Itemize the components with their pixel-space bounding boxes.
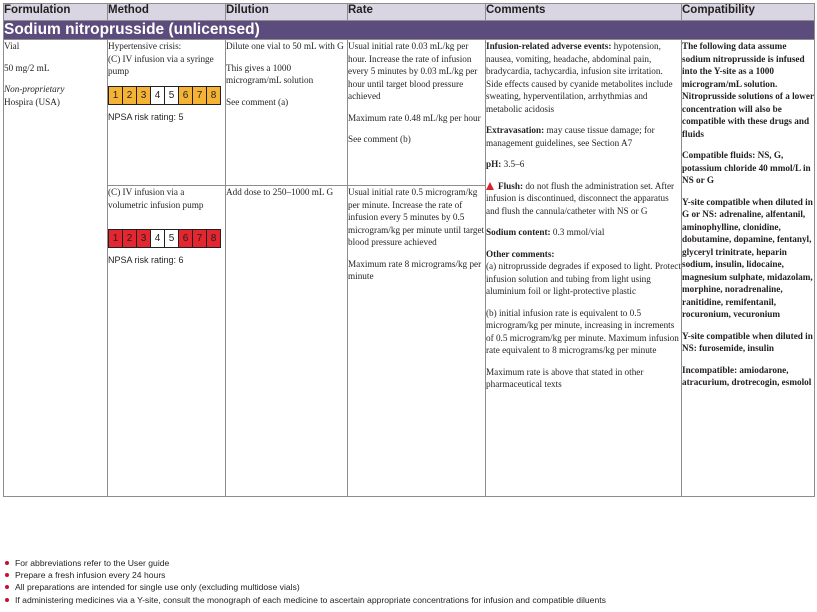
rate1-p3: See comment (b) [348,134,411,144]
warning-icon [486,182,494,190]
npsa-label-1: NPSA risk rating: 5 [108,111,184,122]
other-comment-a: (a) nitroprusside degrades if exposed to light. Protect infusion solution and tubing from light using aluminium foil or light-protective plastic [486,261,681,296]
footnotes [4,557,606,606]
ysite-g-ns-text: adrenaline, alfentanil, aminophylline, clonidine, dobutamine, dopamine, fentanyl, glyceryl trinitrate, heparin sodium, insulin, lidocaine, magnesium sulphate, midazolam, morphine, noradrenaline, ranitidine, remifentanil, rocuronium, vecuronium [682,209,813,319]
ysite-g-ns-label: Y-site compatible when diluted in G or NS: [682,196,813,219]
bullet-icon [5,585,9,589]
extravasation-label: Extravasation: [486,125,545,135]
incompatible-label: Incompatible: [682,364,738,375]
formulation-vial: Vial [4,41,20,51]
other-comment-b: (b) initial infusion rate is equivalent to 0.5 microgram/kg per minute, increasing in increments of 0.5 microgram/kg per minute. Maximum infusion rate equivalent to 8 micrograms/kg per minute [486,307,679,355]
dilution-volumetric-cell [226,186,348,497]
flush-label: Flush: [498,180,524,191]
compatibility-cell [682,40,815,497]
method1-text: (C) IV infusion via a syringe pump [108,53,214,76]
header-rate: Rate [348,4,486,21]
monograph-page [3,3,814,497]
npsa1-cell: 4 [151,87,165,104]
ysite-ns-text: furosemide, insulin [699,343,774,353]
other-comments-label: Other comments: [486,248,555,259]
method1-heading: Hypertensive crisis: [108,41,182,51]
footnote-text: If administering medicines via a Y-site, consult the monograph of each medicine to ascertain appropriate concentrations for infusion and compatible diluents [15,594,606,605]
monograph-table [3,3,815,497]
rate1-p2: Maximum rate 0.48 mL/kg per hour [348,112,481,123]
npsa-rating-bar-2 [108,229,221,248]
drug-title: Sodium nitroprusside (unlicensed) [4,21,815,40]
bullet-icon [5,561,9,565]
rate1-p1: Usual initial rate 0.03 mL/kg per hour. Increase the rate of infusion every 5 minutes by 0.03 mL/kg per hour until target blood pressure achieved [348,41,478,101]
ysite-ns-label: Y-site compatible when diluted in NS: [682,330,813,353]
comments-cell [486,40,682,497]
title-row [4,21,815,40]
compat-fluids-text: NS, G, potassium chloride 40 mmol/L in NS or G [682,150,811,185]
npsa1-cell: 6 [179,87,193,104]
method-syringe-cell [108,40,226,186]
ph-label: pH: [486,159,502,169]
npsa2-cell: 3 [137,230,151,247]
npsa-rating-bar-1 [108,86,221,105]
adverse-label: Infusion-related adverse events: [486,41,612,51]
footnote [4,569,606,581]
npsa2-cell: 1 [109,230,123,247]
footnote [4,557,606,569]
formulation-manufacturer: Hospira (USA) [4,96,60,107]
rate-syringe-cell [348,40,486,186]
header-row [4,4,815,21]
flush-text: do not flush the administration set. After infusion is discontinued, disconnect the apparatus and flush the cannula/catheter with NS or G [486,180,675,216]
npsa2-cell: 5 [165,230,179,247]
npsa2-cell: 2 [123,230,137,247]
npsa1-cell: 8 [207,87,220,104]
formulation-strength: 50 mg/2 mL [4,62,50,73]
incompatible-text: amiodarone, atracurium, drotrecogin, esmolol [682,364,812,387]
rate-volumetric-cell [348,186,486,497]
footnote-text: All preparations are intended for single use only (excluding multidose vials) [15,582,300,593]
formulation-cell [4,40,108,497]
method2-text: (C) IV infusion via a volumetric infusion pump [108,187,204,210]
rate2-p1: Usual initial rate 0.5 microgram/kg per minute. Increase the rate of infusion every 5 minutes by 0.5 microgram/kg per minute until target blood pressure achieved [348,187,485,247]
footnote-text: For abbreviations refer to the User guide [15,558,170,568]
npsa1-cell: 1 [109,87,123,104]
compat-intro: The following data assume sodium nitroprusside is infused into the Y-site as a 1000 microgram/mL solution. Nitroprusside solutions of a lower concentration will also be compatible with these drugs and fluids [682,41,814,139]
dilution-syringe-cell [226,40,348,186]
header-comments: Comments [486,4,682,21]
npsa2-cell: 7 [193,230,207,247]
rate2-p2: Maximum rate 8 micrograms/kg per minute [348,258,482,281]
npsa-label-2: NPSA risk rating: 6 [108,255,184,265]
dilution1-line1: Dilute one vial to 50 mL with G [226,41,344,51]
dilution2-line1: Add dose to 250–1000 mL G [226,187,334,197]
bullet-icon [5,573,9,577]
sodium-value: 0.3 mmol/vial [552,227,605,237]
npsa1-cell: 3 [137,87,151,104]
compat-fluids-label: Compatible fluids: [682,150,756,160]
footnote [4,581,606,593]
npsa1-cell: 5 [165,87,179,104]
adverse-text: hypotension, nausea, vomiting, headache, abdominal pain, bradycardia, tachycardia, infusion site irritation. Side effects caused by cyanide metabolites include sweating, hyperventilation, arrhythmias and metabolic acidosis [486,41,673,114]
header-formulation: Formulation [4,4,108,21]
extravasation-text: may cause tissue damage; for management guidelines, see Section A7 [486,125,655,148]
npsa2-cell: 8 [207,230,220,247]
dilution1-line3: See comment (a) [226,96,289,107]
max-rate-note: Maximum rate is above that stated in other pharmaceutical texts [486,366,644,389]
npsa1-cell: 7 [193,87,207,104]
method-volumetric-cell [108,186,226,497]
content-row-1 [4,40,815,186]
dilution1-line2: This gives a 1000 microgram/mL solution [226,62,314,85]
npsa2-cell: 6 [179,230,193,247]
sodium-label: Sodium content: [486,227,551,237]
header-compatibility: Compatibility [682,4,815,21]
footnote [4,594,606,606]
ph-value: 3.5–6 [503,159,525,169]
footnote-text: Prepare a fresh infusion every 24 hours [15,570,166,581]
bullet-icon [5,598,9,602]
header-method: Method [108,4,226,21]
npsa1-cell: 2 [123,87,137,104]
header-dilution: Dilution [226,4,348,21]
formulation-proprietary: Non-proprietary [4,84,65,94]
npsa2-cell: 4 [151,230,165,247]
